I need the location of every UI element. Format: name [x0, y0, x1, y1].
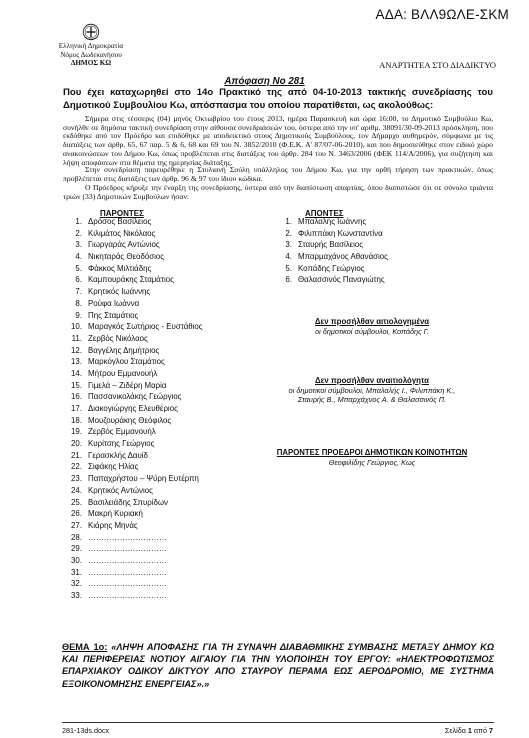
footer-page-total: 7	[489, 726, 493, 735]
list-item	[62, 333, 203, 345]
list-item	[62, 368, 203, 380]
list-item-number: 14.	[71, 368, 82, 378]
unjustified-absence-title: Δεν προσήλθαν αναιτιολόγητα	[315, 376, 429, 385]
list-item-name: …………………………	[88, 591, 167, 600]
list-item-number: 7.	[75, 287, 82, 297]
list-item-name: Μαραγκός Σωτήριος - Ευστάθιος	[88, 322, 203, 332]
list-item-name: Διακογιώργης Ελευθέριος	[88, 404, 178, 413]
list-item-name: Μακρή Κυριακή	[88, 509, 143, 519]
list-item-number: 4.	[285, 252, 292, 262]
list-item	[62, 216, 203, 228]
list-item-number: 22.	[71, 462, 82, 472]
list-item-name: Κρητικός Ιωάννης	[88, 287, 151, 297]
list-item-number: 30.	[71, 555, 82, 565]
list-item	[272, 263, 388, 275]
list-item	[62, 228, 203, 240]
list-item-name: Καμπουράκης Σταμάτιος	[88, 275, 174, 285]
list-item-name: Κιλιμάτος Νικόλαος	[88, 228, 156, 238]
list-item	[62, 532, 203, 544]
list-item-name: Γιωργαράς Αντώνιος	[88, 240, 160, 250]
list-item	[62, 497, 203, 509]
ada-code: ΑΔΑ: ΒΛΛ9ΩΛΕ-ΣΚΜ	[375, 7, 509, 22]
org-line-municipality: ΔΗΜΟΣ ΚΩ	[70, 59, 112, 68]
headline: Που έχει καταχωρηθεί στο 14ο Πρακτικό της από 04-10-2013 τακτικής συνεδρίασης του Δημοτικού Συμβουλίου Κω, απόσπασμα του οποίου παρατίθεται, ως ακολούθως:	[63, 87, 493, 111]
list-item-name: …………………………	[88, 555, 167, 565]
list-item-number: 1.	[75, 217, 82, 226]
list-item-number: 12.	[71, 345, 82, 355]
list-item-name: Μήτρου Εμμανουήλ	[88, 368, 158, 378]
list-item	[62, 239, 203, 251]
list-item	[272, 251, 388, 263]
greek-emblem-icon	[82, 23, 100, 41]
list-item-number: 1.	[285, 217, 292, 226]
list-item-name: Κρητικός Αντώνιος	[88, 485, 153, 495]
community-presidents-note	[262, 448, 482, 467]
list-item-name: Θαλασσινός Παναγιώτης	[298, 275, 385, 285]
list-item	[62, 380, 203, 392]
list-item-name: Σιφάκης Ηλίας	[88, 462, 139, 472]
org-line-country: Ελληνική Δημοκρατία	[58, 42, 124, 50]
list-item	[62, 286, 203, 298]
list-item-name: Κυρίτσης Γεώργιος	[88, 439, 155, 449]
list-item	[62, 590, 203, 602]
list-item-number: 6.	[75, 275, 82, 285]
list-item-number: 5.	[285, 263, 292, 273]
list-item	[272, 274, 388, 286]
list-item	[62, 438, 203, 450]
list-item	[62, 298, 203, 310]
absent-heading: ΑΠΟΝΤΕΣ	[305, 209, 344, 218]
list-item-number: 3.	[285, 240, 292, 250]
justified-absence-title: Δεν προσήλθαν αιτιολογημένα	[314, 317, 430, 326]
list-item	[62, 461, 203, 473]
unjustified-absence-body-1: οι δημοτικοί σύμβουλοι, Μπαλαλής Ι., Φιλιππάκη Κ.,	[288, 385, 456, 395]
footer-divider	[62, 722, 494, 723]
list-item-number: 6.	[285, 275, 292, 285]
list-item	[62, 415, 203, 427]
list-item-number: 17.	[71, 404, 82, 413]
list-item-name: Φάκκος Μιλτιάδης	[88, 263, 152, 273]
list-item-name: Μουζουράκης Θεόφιλος	[88, 415, 172, 425]
list-item-name: Γερασκλής Δαυίδ	[88, 450, 148, 460]
list-item	[62, 578, 203, 590]
list-item-number: 28.	[71, 532, 82, 542]
topic-project: «ΗΛΕΚΤΡΟΦΩΤΙΣΜΟΣ ΕΠΑΡΧΙΑΚΟΥ ΟΔΙΚΟΥ ΔΙΚΤΥΟΥ ΑΠΟ ΣΤΑΥΡΟΥ ΠΕΡΑΜΑ ΕΩΣ ΑΕΡΟΔΡΟΜΙΟ, ΜΕ ΣΥΣΤΗΜΑ ΕΞΟΙΚΟΝΟΜΗΣΗΣ ΕΝΕΡΓΕΙΑΣ».»	[62, 654, 494, 689]
footer-page-word: Σελίδα	[444, 726, 466, 735]
topic-block	[62, 641, 494, 690]
list-item	[62, 450, 203, 462]
list-item-name: Κιάρης Μηνάς	[88, 520, 138, 530]
list-item-number: 8.	[75, 298, 82, 308]
justified-absence-body: οι δημοτικοί σύμβουλοι, Κοπάδης Γ.	[315, 326, 429, 336]
list-item-name: Βαγγέλης Δημήτριος	[88, 345, 160, 355]
list-item-number: 11.	[71, 333, 82, 343]
list-item-number: 9.	[75, 310, 82, 320]
list-item	[62, 251, 203, 263]
list-item	[62, 310, 203, 322]
list-item-number: 2.	[285, 228, 292, 238]
list-item-name: …………………………	[88, 579, 167, 589]
list-item-name: Γιμελά – Ζιδέρη Μαρία	[88, 380, 167, 390]
list-item	[62, 403, 203, 415]
list-item-name: …………………………	[88, 567, 167, 577]
list-item-name: Παπαχρήστου – Ψύρη Ευτέρπη	[88, 474, 199, 484]
community-presidents-title: ΠΑΡΟΝΤΕΣ ΠΡΟΕΔΡΟΙ ΔΗΜΟΤΙΚΩΝ ΚΟΙΝΟΤΗΤΩΝ	[276, 448, 468, 457]
list-item-number: 5.	[75, 263, 82, 273]
list-item	[62, 426, 203, 438]
list-item-name: Δρόσος Βασίλειος	[88, 217, 152, 226]
list-item-number: 21.	[71, 450, 82, 460]
topic-text: «ΛΗΨΗ ΑΠΟΦΑΣΗΣ ΓΙΑ ΤΗ ΣΥΝΑΨΗ ΔΙΑΒΑΘΜΙΚΗΣ ΣΥΜΒΑΣΗΣ ΜΕΤΑΞΥ ΔΗΜΟΥ ΚΩ ΚΑΙ ΠΕΡΙΦΕΡΕΙΑΣ ΝΟΤΙΟΥ ΑΙΓΑΙΟΥ ΓΙΑ ΤΗΝ ΥΛΟΠΟΙΗΣΗ ΤΟΥ ΕΡΓΟΥ:	[62, 642, 494, 665]
list-item	[62, 345, 203, 357]
list-item-number: 33.	[71, 591, 82, 600]
list-item-number: 20.	[71, 439, 82, 449]
list-item-name: …………………………	[88, 532, 167, 542]
decision-title: Απόφαση Νο 281	[224, 76, 305, 87]
topic-label: ΘΕΜΑ 1ο:	[62, 642, 108, 652]
list-item-name: Φιλιππάκη Κωνσταντίνα	[298, 228, 383, 238]
list-item	[272, 216, 388, 228]
footer-filename: 281-13ds.docx	[62, 726, 110, 735]
list-item-name: Ρούφα Ιωάννα	[88, 298, 140, 308]
list-item-number: 15.	[71, 380, 82, 390]
list-item-name: Νικηταράς Θεοδόσιος	[88, 252, 165, 262]
list-item	[62, 391, 203, 403]
org-line-prefecture: Νόμος Δωδεκανήσου	[60, 50, 122, 59]
list-item-name: Βασιλειάδης Σπυρίδων	[88, 497, 169, 507]
list-item-number: 4.	[75, 252, 82, 262]
footer-page-current: 1	[467, 726, 472, 735]
list-item-number: 2.	[75, 228, 82, 238]
present-heading: ΠΑΡΟΝΤΕΣ	[100, 209, 144, 218]
footer-page-number	[445, 726, 493, 735]
list-item-number: 10.	[71, 322, 82, 332]
list-item-number: 31.	[71, 567, 82, 577]
justified-absence-note	[262, 317, 482, 336]
unjustified-absence-body-2: Σταυρής Β., Μπαρχάχνος Α. & Θαλασσινός Π.	[297, 395, 447, 405]
list-item	[272, 239, 388, 251]
posting-note: ΑΝΑΡΤΗΤΕΑ ΣΤΟ ΔΙΑΔΙΚΤΥΟ	[379, 60, 496, 70]
list-item-number: 19.	[71, 427, 82, 437]
list-item	[62, 274, 203, 286]
list-item	[62, 485, 203, 497]
list-item-number: 23.	[71, 474, 82, 484]
list-item	[62, 567, 203, 579]
list-item-name: Πης Σταμάτιος	[88, 310, 139, 320]
paragraph-minutes: Στην συνεδρίαση παρευρέθηκε η Στυλιανή Σούλη υπάλληλος του Δήμου Κω, για την ορθή τήρηση των πρακτικών, όπως προβλέπεται στις διατάξεις των άρθρ. 96 & 97 του ίδιου κώδικα.	[63, 165, 493, 183]
list-item-number: 25.	[71, 497, 82, 507]
list-item	[62, 543, 203, 555]
list-item-number: 27.	[71, 520, 82, 530]
list-item	[62, 520, 203, 532]
list-item-name: Μπαρμαχάνος Αθανάσιος	[298, 252, 388, 262]
list-item	[272, 228, 388, 240]
list-item-name: Σταυρής Βασίλειος	[298, 240, 364, 250]
footer-page-of: από	[473, 726, 487, 735]
paragraph-quorum: Ο Πρόεδρος κήρυξε την έναρξη της συνεδρίασης, ύστερα από την διαπίστωση απαρτίας, όπου διαπιστώσε ότι σε σύνολο τριάντα τριών (33) Δημοτικών Συμβούλων ήσαν:	[63, 183, 493, 201]
paragraph-meeting: Σήμερα στις τέσσερις (04) μηνός Οκτωβρίου του έτους 2013, ημέρα Παρασκευή και ώρα 16:00, το Δημοτικό Συμβούλιο Κω, συνήλθε σε δημόσια τακτική συνεδρίαση στην αίθουσα συνεδριάσεών του, ύστερα από την υπ' αριθμ. 38091/30-09-2013 πρόσκληση, που εκδόθηκε από τον Πρόεδρο και επιδόθηκε με αποδεικτικό στους Δημοτικούς Συμβούλους, τον Δήμαρχο αυθημερόν, σύμφωνα με τις διατάξεις των άρθρ. 65, 67 παρ. 5 & 6, 68 και 69 του Ν. 3852/2010 (Φ.Ε.Κ. Α' 87/07-06-2010), και που δημοσιεύθηκε στον ειδικό χώρο ανακοινώσεων του Δήμου Κω, όπως προβλέπεται στις διατάξεις του άρθρ. 284 του Ν. 3463/2006 (ΦΕΚ 114/Α/2006), για συζήτηση και λήψη αποφάσεων στα θέματα της ημερησίας διάταξης.	[63, 114, 493, 167]
list-item-name: Μαρκόγλου Σταμάτιος	[88, 357, 165, 367]
list-item-name: Ζερβός Εμμανουήλ	[88, 427, 156, 437]
community-presidents-body: Θεοφιλίδης Γεώργιος, Κως	[328, 457, 416, 467]
list-item	[62, 321, 203, 333]
list-item-number: 3.	[75, 240, 82, 250]
list-item-number: 29.	[71, 544, 82, 554]
list-item-name: …………………………	[88, 544, 167, 554]
list-item-number: 32.	[71, 579, 82, 589]
list-item-name: Πασσανικολάκης Γεώργιος	[88, 392, 182, 402]
list-item-name: Κοπάδης Γεώργιος	[298, 263, 365, 273]
list-item-name: Ζερβός Νικόλαος	[88, 333, 148, 343]
list-item	[62, 473, 203, 485]
list-item	[62, 508, 203, 520]
list-item-number: 13.	[71, 357, 82, 367]
list-item-number: 26.	[71, 509, 82, 519]
list-item-name: Μπαλαλής Ιωάννης	[298, 217, 367, 226]
list-item	[62, 555, 203, 567]
list-item-number: 16.	[71, 392, 82, 402]
list-item	[62, 263, 203, 275]
present-list	[62, 216, 203, 602]
absent-list	[272, 216, 388, 286]
list-item-number: 24.	[71, 485, 82, 495]
list-item	[62, 356, 203, 368]
unjustified-absence-note	[262, 376, 482, 405]
org-block	[58, 42, 124, 68]
list-item-number: 18.	[71, 415, 82, 425]
